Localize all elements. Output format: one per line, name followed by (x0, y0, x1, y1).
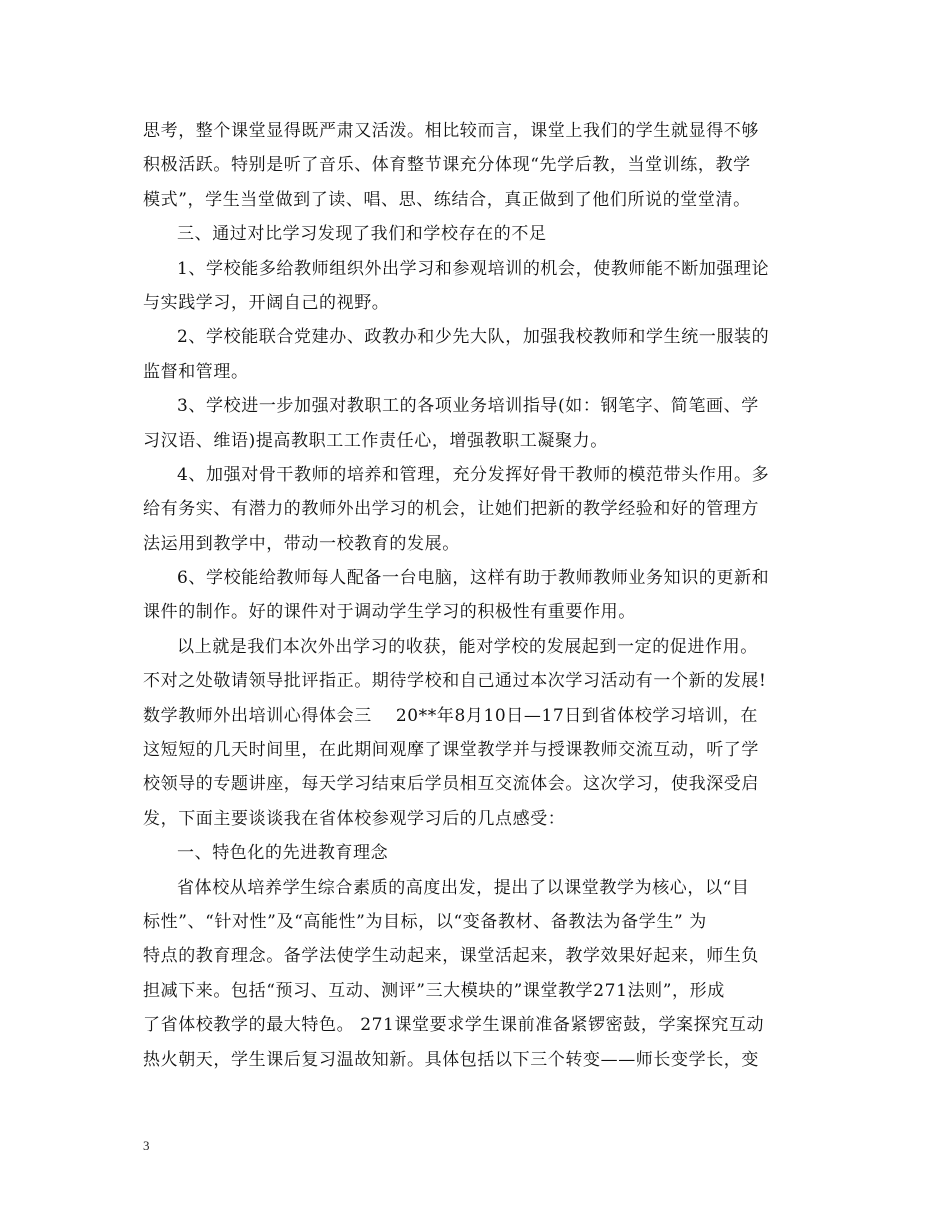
text-line: 1、学校能多给教师组织外出学习和参观培训的机会，使教师能不断加强理论 (177, 258, 770, 279)
text-line: 担减下来。包括“预习、互动、测评”三大模块的”课堂教学271法则”，形成 (143, 980, 725, 1001)
text-line: 2、学校能联合党建办、政教办和少先大队，加强我校教师和学生统一服装的 (177, 327, 770, 348)
text-line: 思考，整个课堂显得既严肃又活泼。相比较而言，课堂上我们的学生就显得不够 (143, 121, 759, 141)
text-line: 发，下面主要谈谈我在省体校参观学习后的几点感受： (143, 808, 566, 829)
page-number: 3 (143, 1138, 150, 1153)
text-line: 特点的教育理念。备学法使学生动起来，课堂活起来，教学效果好起来，师生负 (143, 946, 759, 967)
text-line: 以上就是我们本次外出学习的收获，能对学校的发展起到一定的促进作用。 (177, 636, 758, 657)
article-title: 数学教师外出培训心得体会三 (143, 705, 372, 726)
text-line: 3、学校进一步加强对教职工的各项业务培训指导(如：钢笔字、简笔画、学 (177, 396, 759, 417)
text-line: 热火朝天，学生课后复习温故知新。具体包括以下三个转变——师长变学长，变 (143, 1049, 759, 1070)
document-body (143, 114, 811, 1077)
text-line: 6、学校能给教师每人配备一台电脑，这样有助于教师教师业务知识的更新和 (177, 568, 770, 589)
text-line: 不对之处敬请领导批评指正。期待学校和自己通过本次学习活动有一个新的发展! (143, 671, 767, 692)
text-line: 这短短的几天时间里，在此期间观摩了课堂教学并与授课教师交流互动，听了学 (143, 740, 759, 761)
text-line: 监督和管理。 (143, 361, 249, 382)
section-heading: 一、特色化的先进教育理念 (177, 843, 389, 864)
text-line: 课件的制作。好的课件对于调动学生学习的积极性有重要作用。 (143, 602, 636, 623)
text-line: 法运用到教学中，带动一校教育的发展。 (143, 533, 460, 554)
text-line: 给有务实、有潜力的教师外出学习的机会，让她们把新的教学经验和好的管理方 (143, 499, 759, 520)
text-line: 了省体校教学的最大特色。 271课堂要求学生课前准备紧锣密鼓，学案探究互动 (143, 1015, 765, 1036)
text-line: 积极活跃。特别是听了音乐、体育整节课充分体现“先学后教，当堂训练，教学 (143, 155, 751, 176)
text-line: 4、加强对骨干教师的培养和管理，充分发挥好骨干教师的模范带头作用。多 (177, 464, 770, 485)
text-line: 校领导的专题讲座，每天学习结束后学员相互交流体会。这次学习，使我深受启 (143, 774, 759, 795)
text-line: 模式”，学生当堂做到了读、唱、思、练结合，真正做到了他们所说的堂堂清。 (143, 189, 751, 210)
text-line: 省体校从培养学生综合素质的高度出发，提出了以课堂教学为核心，以“目 (177, 877, 750, 898)
text-line: 20**年8月10日—17日到省体校学习培训，在 (395, 705, 758, 726)
text-line: 标性”、“针对性”及“高能性”为目标，以“变备教材、备教法为备学生” 为 (143, 911, 707, 932)
section-heading: 三、通过对比学习发现了我们和学校存在的不足 (177, 224, 547, 245)
text-line (143, 699, 811, 733)
text-line: 习汉语、维语)提高教职工工作责任心，增强教职工凝聚力。 (143, 430, 608, 451)
text-line: 与实践学习，开阔自己的视野。 (143, 292, 390, 313)
